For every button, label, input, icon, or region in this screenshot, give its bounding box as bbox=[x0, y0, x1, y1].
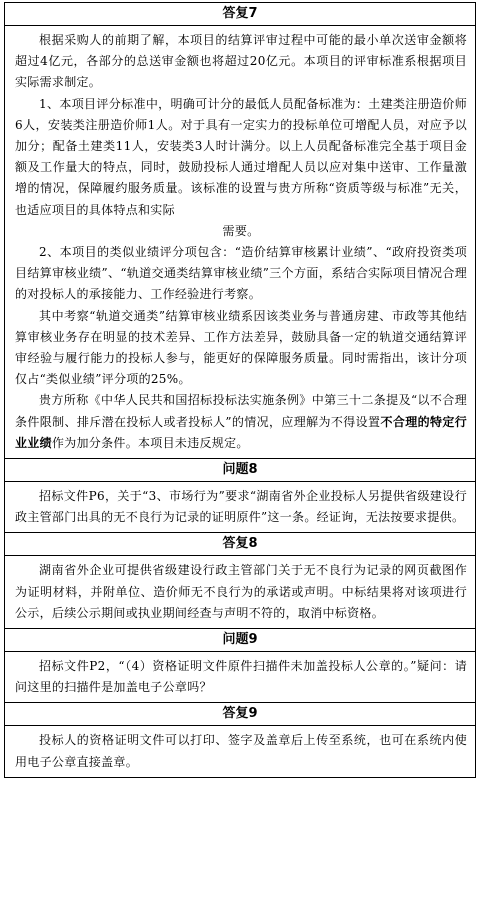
reply-7-paragraph-3: 2、本项目的类似业绩评分项包含：“造价结算审核累计业绩”、“政府投资类项目结算审核业绩”、“轨道交通类结算审核业绩”三个方面，系结合实际项目情况合理的对投标人的承接能力、工作经验进行考察。 bbox=[15, 245, 467, 302]
question-8-body bbox=[5, 482, 475, 533]
reply-7-paragraph-2-end: 需要。 bbox=[222, 223, 260, 238]
reply-8-body bbox=[5, 556, 475, 629]
question-9-text: 招标文件P2，“（4）资格证明文件原件扫描件未加盖投标人公章的。”疑问：请问这里的扫描件是加盖电子公章吗？ bbox=[15, 659, 467, 695]
reply-7-paragraph-2: 1、本项目评分标准中，明确可计分的最低人员配备标准为：土建类注册造价师6人，安装类注册造价师1人。对于具有一定实力的投标单位可增配人员，对应予以加分；配备土建类11人，安装类3人时计满分。以上人员配备标准完全基于项目金额及工作量大的特点，同时，鼓励投标人通过增配人员以应对集中送审、工作量激增的情况，保障履约服务质量。该标准的设置与贵方所称“资质等级与标准”无关，也适应项目的具体特点和实际 bbox=[15, 96, 467, 217]
reply-8-header: 答复8 bbox=[5, 533, 475, 556]
reply-9-header: 答复9 bbox=[5, 703, 475, 726]
reply-9-text: 投标人的资格证明文件可以打印、签字及盖章后上传至系统，也可在系统内使用电子公章直接盖章。 bbox=[15, 733, 467, 769]
reply-7-paragraph-5-part-b: 作为加分条件。本项目未违反规定。 bbox=[51, 435, 249, 450]
reply-7-paragraph-1: 根据采购人的前期了解，本项目的结算评审过程中可能的最小单次送审金额将超过4亿元，各部分的总送审金额也将超过20亿元。本项目的评审标准系根据项目实际需求制定。 bbox=[15, 33, 467, 90]
qa-table bbox=[4, 2, 476, 778]
question-8-text: 招标文件P6，关于“3、市场行为”要求“湖南省外企业投标人另提供省级建设行政主管部门出具的无不良行为记录的证明原件”这一条。经证询，无法按要求提供。 bbox=[15, 489, 467, 525]
reply-9-body bbox=[5, 726, 475, 776]
question-8-header: 问题8 bbox=[5, 459, 475, 482]
reply-7-paragraph-5 bbox=[15, 390, 467, 454]
reply-7-body bbox=[5, 26, 475, 459]
reply-7-paragraph-5-bold: 不合理的特定行业业绩 bbox=[15, 414, 467, 450]
reply-7-paragraph-5-part-a: 贵方所称《中华人民共和国招标投标法实施条例》中第三十二条提及“以不合理条件限制、排斥潜在投标人或者投标人”的情况，应理解为不得设置 bbox=[15, 393, 467, 429]
reply-7-paragraph-4: 其中考察“轨道交通类”结算审核业绩系因该类业务与普通房建、市政等其他结算审核业务存在明显的技术差异、工作方法差异，鼓励具备一定的轨道交通结算评审经验与履行能力的投标人参与，能更好的保障服务质量。同时需指出，该计分项仅占“类似业绩”评分项的25%。 bbox=[15, 308, 467, 387]
reply-7-header: 答复7 bbox=[5, 3, 475, 26]
question-9-header: 问题9 bbox=[5, 629, 475, 652]
reply-8-text: 湖南省外企业可提供省级建设行政主管部门关于无不良行为记录的网页截图作为证明材料，并附单位、造价师无不良行为的承诺或声明。中标结果将对该项进行公示，后续公示期间或执业期间经查与声明不符的，取消中标资格。 bbox=[15, 563, 467, 620]
question-9-body bbox=[5, 652, 475, 703]
